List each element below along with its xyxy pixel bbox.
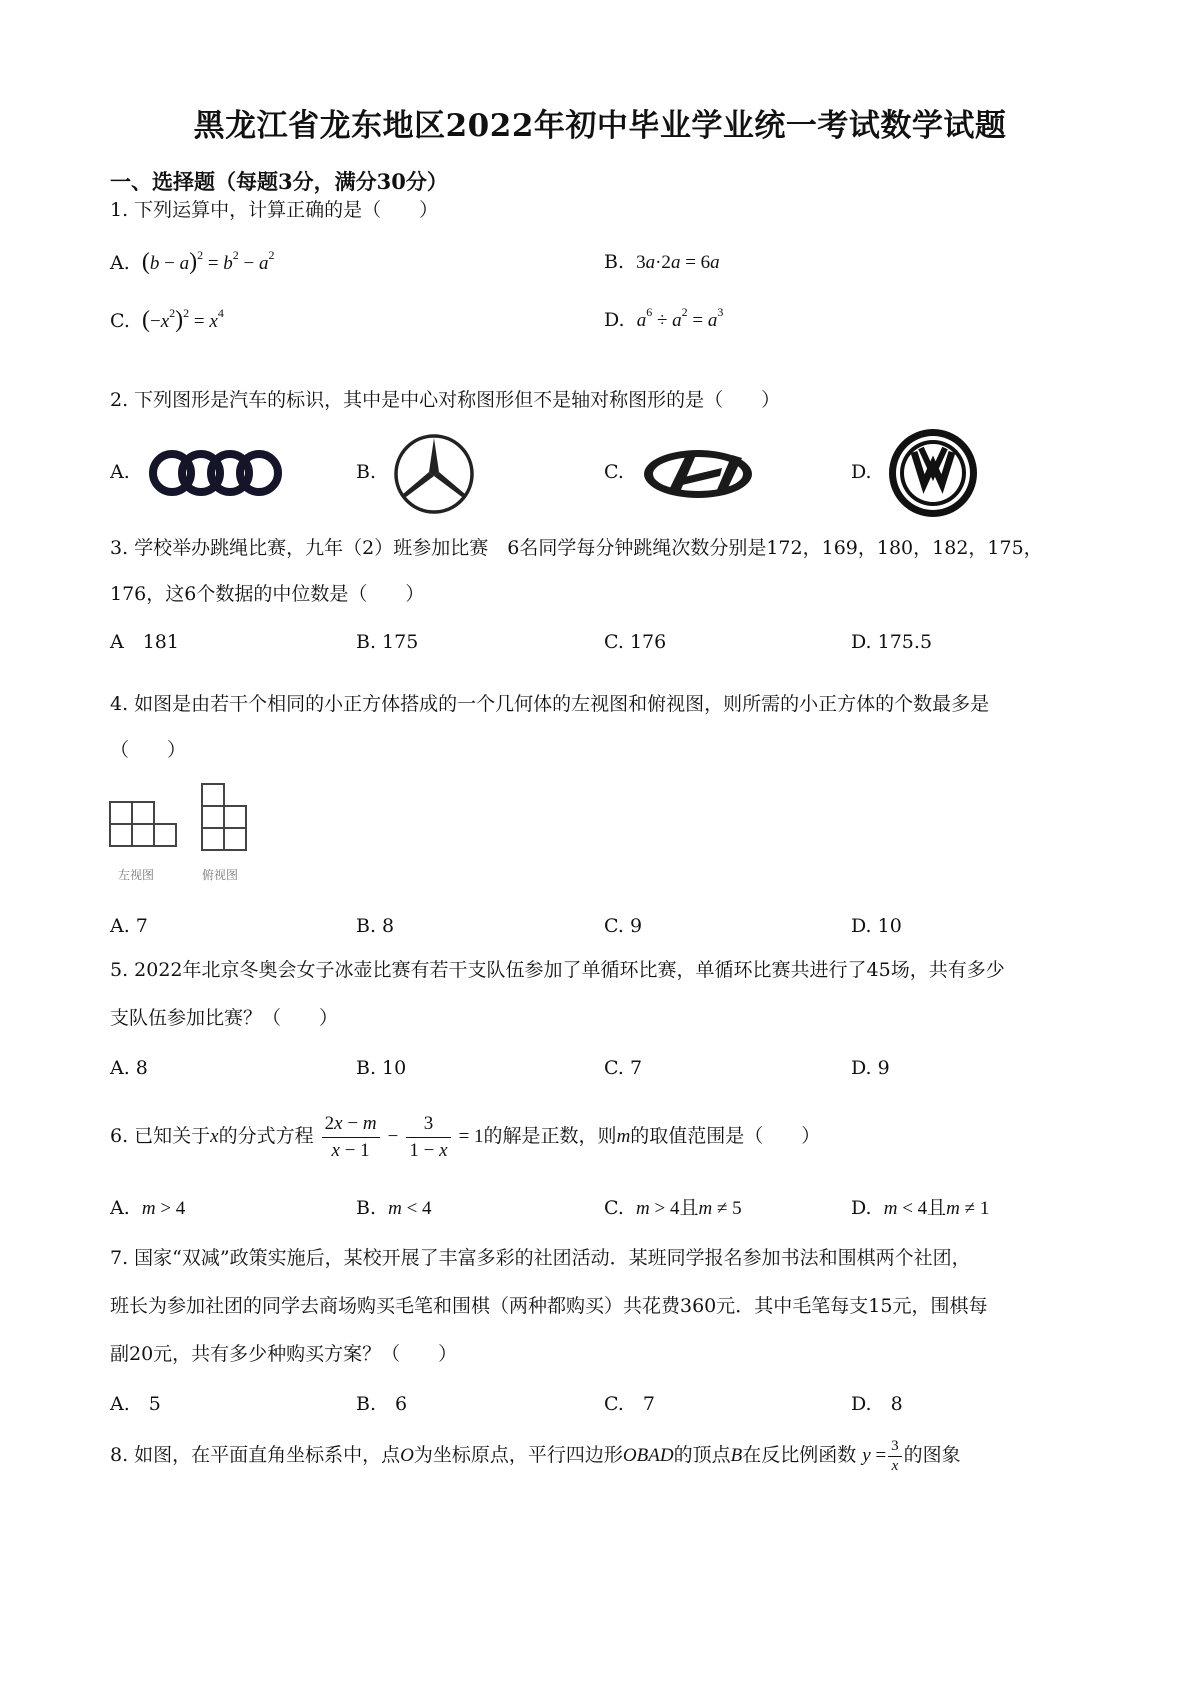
q8-stem: 8. 如图，在平面直角坐标系中，点O为坐标原点，平行四边形OBAD的顶点B在反比例函数 y = $\frac{3}{x}$ 的图象 — [110, 1437, 961, 1474]
q3-option-a: A 181 — [110, 631, 179, 653]
q7-option-b: B. 6 — [356, 1393, 408, 1415]
audi-logo — [146, 448, 288, 498]
q6-option-c: C. m > 4且m ≠ 5 — [604, 1197, 742, 1219]
q5-option-a: A. 8 — [110, 1057, 148, 1079]
q5-option-d: D. 9 — [851, 1057, 890, 1079]
q5-option-c: C. 7 — [604, 1057, 643, 1079]
q2-label-b: B. — [356, 461, 377, 483]
q4-line1: 4. 如图是由若干个相同的小正方体搭成的一个几何体的左视图和俯视图，则所需的小正方体的个数最多是 — [110, 693, 990, 715]
q7-line1: 7. 国家“双减”政策实施后，某校开展了丰富多彩的社团活动．某班同学报名参加书法和围棋两个社团， — [110, 1247, 971, 1269]
volkswagen-logo — [888, 428, 978, 518]
q5-line1: 5. 2022年北京冬奥会女子冰壶比赛有若干支队伍参加了单循环比赛，单循环比赛共进行了45场，共有多少 — [110, 959, 1005, 981]
q2-label-a: A. — [110, 461, 130, 483]
top-view-caption: 俯视图 — [202, 868, 239, 882]
q3-line1: 3. 学校举办跳绳比赛，九年（2）班参加比赛 6名同学每分钟跳绳次数分别是172，169，180，182，175， — [110, 537, 1043, 559]
q5-option-b: B. 10 — [356, 1057, 407, 1079]
top-view-figure — [200, 782, 252, 858]
q1-option-a: A. $(b - a)^2 = b^2 - a^2$ — [110, 248, 275, 275]
q3-option-b: B. 175 — [356, 631, 419, 653]
q3-line2: 176，这6个数据的中位数是（ ） — [110, 583, 425, 605]
q7-option-c: C. 7 — [604, 1393, 655, 1415]
q4-option-c: C. 9 — [604, 915, 643, 937]
q5-line2: 支队伍参加比赛？（ ） — [110, 1007, 339, 1029]
hyundai-logo — [640, 446, 756, 502]
q7-line3: 副20元，共有多少种购买方案？（ ） — [110, 1343, 458, 1365]
section-heading: 一、选择题（每题3分，满分30分） — [110, 169, 448, 194]
q2-stem: 2. 下列图形是汽车的标识，其中是中心对称图形但不是轴对称图形的是（ ） — [110, 389, 781, 411]
q3-option-d: D. 175.5 — [851, 631, 933, 653]
exam-title: 黑龙江省龙东地区2022年初中毕业学业统一考试数学试题 — [193, 108, 1007, 144]
q2-label-c: C. — [604, 461, 624, 483]
left-view-figure — [108, 800, 180, 858]
q3-option-c: C. 176 — [604, 631, 667, 653]
q6-option-a: A. m > 4 — [110, 1197, 186, 1219]
q4-line2: （ ） — [110, 739, 187, 761]
q6-fraction-1: $\frac{2x - m}{x - 1}$ — [322, 1111, 380, 1164]
q6-stem: 6. 已知关于x的分式方程 $\frac{2x - m}{x - 1}$ − $\frac{3}{1 - x}$ = 1的解是正数，则m的取值范围是（ ） — [110, 1106, 820, 1166]
q2-label-d: D. — [851, 461, 872, 483]
q6-fraction-2: $\frac{3}{1 - x}$ — [406, 1111, 450, 1164]
left-view-caption: 左视图 — [118, 868, 155, 882]
q7-option-a: A. 5 — [110, 1393, 161, 1415]
q1-stem: 1. 下列运算中，计算正确的是（ ） — [110, 199, 439, 221]
q7-option-d: D. 8 — [851, 1393, 903, 1415]
q1-option-b: B. 3a·2a = 6a — [604, 251, 720, 273]
q6-option-b: B. m < 4 — [356, 1197, 432, 1219]
q6-option-d: D. m < 4且m ≠ 1 — [851, 1197, 990, 1219]
q4-option-a: A. 7 — [110, 915, 148, 937]
q7-line2: 班长为参加社团的同学去商场购买毛笔和围棋（两种都购买）共花费360元．其中毛笔每支15元，围棋每 — [110, 1295, 988, 1317]
q8-fraction: $\frac{3}{x}$ — [888, 1437, 902, 1476]
q4-option-d: D. 10 — [851, 915, 902, 937]
q4-option-b: B. 8 — [356, 915, 395, 937]
q1-option-c: C. $(-x^2)^2 = x^4$ — [110, 306, 224, 333]
q1-option-d: D. $a^6 \div a^2 = a^3$ — [604, 305, 724, 331]
mercedes-logo — [392, 432, 476, 516]
